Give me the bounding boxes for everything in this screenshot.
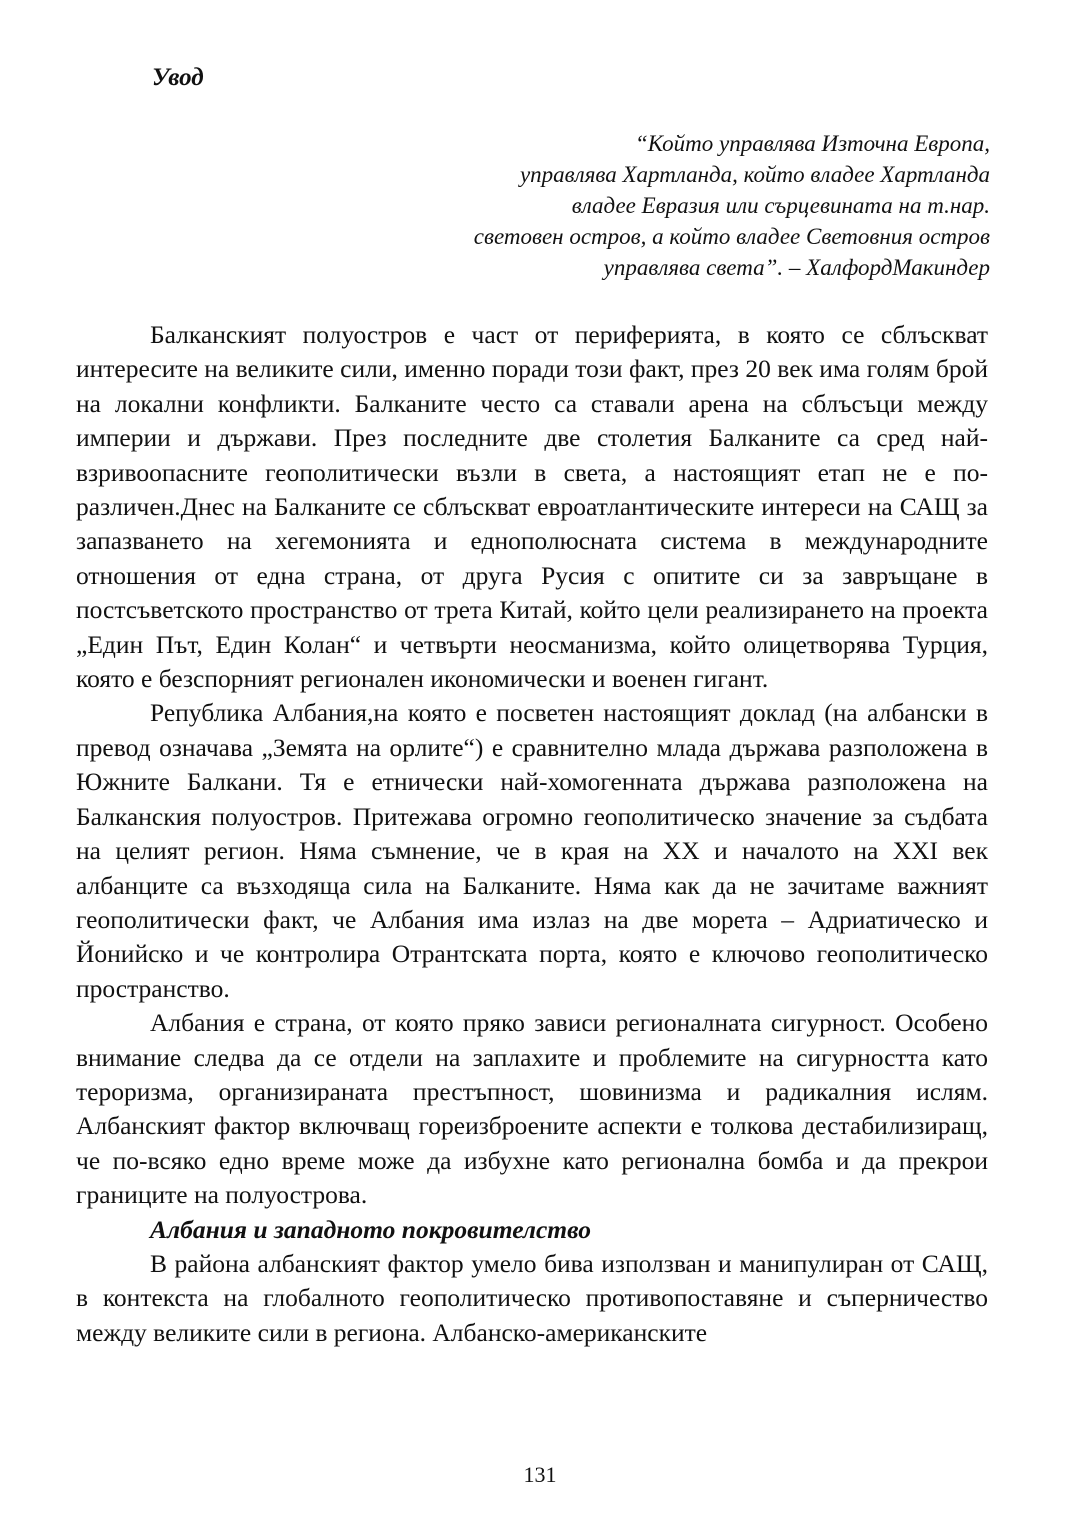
epigraph-line: управлява света”. – ХалфордМакиндер [603, 255, 990, 280]
epigraph-line: “Който управлява Източна Европа, [634, 131, 990, 156]
epigraph-line: управлява Хартланда, който владее Хартланда [519, 162, 990, 187]
paragraph: Република Албания,на която е посветен настоящият доклад (на албански в превод означава „Земята на орлите“) е сравнително млада държава разположена в Южните Балкани. Тя е етнически най-хомогенната държава разположена на Балканския полуостров. Притежава огромно геополитическо значение за съдбата на целият регион. Няма съмнение, че в края на XX и началото на XXI век албанците са възходяща сила на Балканите. Няма как да не зачитаме важният геополитически факт, че Албания има излаз на две морета – Адриатическо и Йонийско и че контролира Отрантската порта, която е ключово геополитическо пространство. [76, 698, 988, 1003]
epigraph-quote [370, 128, 990, 283]
paragraph: Балканският полуостров е част от периферията, в която се сблъскват интересите на великите сили, именно поради този факт, през 20 век има голям брой на локални конфликти. Балканите често са ставали арена на сблъсъци между империи и държави. През последните две столетия Балканите са сред най-взривоопасните геополитически възли в света, а настоящият етап не е по-различен.Днес на Балканите се сблъскват евроатлантическите интереси на САЩ за запазването на хегемонията и еднополюсната система в международните отношения от една страна, от друга Русия с опитите си за завръщане в постсъветското пространство от трета Китай, който цели реализирането на проекта „Един Път, Един Колан“ и четвърти неосманизма, който олицетворява Турция, която е безспорният регионален икономически и военен гигант. [76, 320, 988, 694]
introduction-heading: Увод [152, 64, 204, 91]
epigraph-line: световен остров, а който владее Световния остров [473, 224, 990, 249]
body-text [76, 318, 988, 1350]
paragraph: Албания е страна, от която пряко зависи регионалната сигурност. Особено внимание следва да се отдели на заплахите и проблемите на сигурността като тероризма, организираната престъпност, шовинизма и радикалния ислям. Албанският фактор включващ гореизброените аспекти е толкова дестабилизиращ, че по-всяко едно време може да избухне като регионална бомба и да прекрои границите на полуострова. [76, 1008, 988, 1210]
paragraph: В района албанският фактор умело бива използван и манипулиран от САЩ, в контекста на глобалното геополитическо противопоставяне и съперничество между великите сили в региона. Албанско-американските [76, 1248, 988, 1347]
epigraph-line: владее Евразия или сърцевината на т.нар. [571, 193, 990, 218]
page-number: 131 [523, 1462, 557, 1487]
section-heading: Албания и западното покровителство [150, 1214, 591, 1244]
